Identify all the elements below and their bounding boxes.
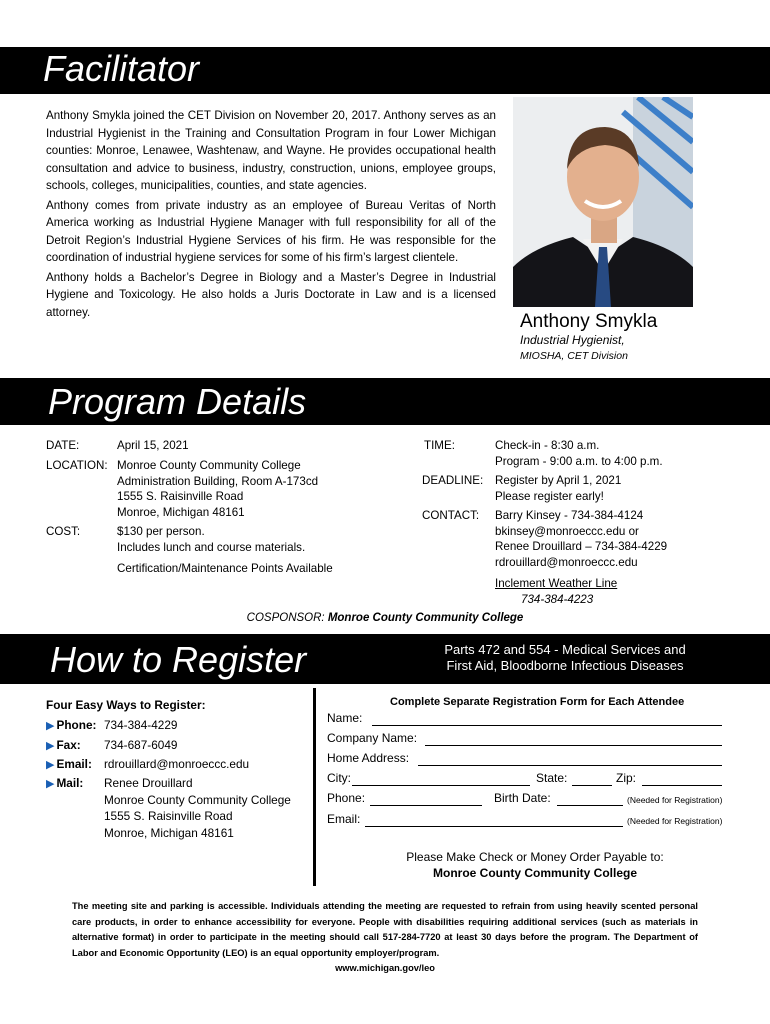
cost-line: $130 per person. <box>117 525 205 538</box>
course-title-line: First Aid, Bloodborne Infectious Diseases <box>446 658 684 673</box>
way-fax-label: ▶ Fax: <box>46 738 81 752</box>
payable-line: Please Make Check or Money Order Payable to: <box>406 850 664 864</box>
section-divider <box>313 688 316 886</box>
way-fax-value: 734-687-6049 <box>104 738 178 752</box>
date-label: DATE: <box>46 439 80 452</box>
contact-line: Renee Drouillard – 734-384-4229 <box>495 540 668 554</box>
mail-line: 1555 S. Raisinville Road <box>104 809 233 823</box>
address-field[interactable] <box>418 765 722 766</box>
facilitator-org: MIOSHA, CET Division <box>520 350 628 362</box>
payable-note <box>330 849 740 881</box>
deadline-label: DEADLINE: <box>422 474 484 487</box>
register-band <box>0 634 770 684</box>
cost-value <box>117 524 305 555</box>
time-label: TIME: <box>424 439 455 452</box>
way-email-value[interactable]: rdrouillard@monroeccc.edu <box>104 757 250 771</box>
facilitator-portrait-image <box>513 97 693 307</box>
contact-label: CONTACT: <box>422 509 480 522</box>
address-label: Home Address: <box>327 751 410 765</box>
certification-note: Certification/Maintenance Points Available <box>117 562 333 575</box>
location-line: Monroe County Community College <box>117 459 301 472</box>
contact-line: Barry Kinsey - 734-384-4124 <box>495 509 644 522</box>
arrow-right-icon: ▶ <box>46 740 55 752</box>
email-needed-note: (Needed for Registration) <box>627 816 723 826</box>
payable-org: Monroe County Community College <box>433 866 637 880</box>
contact-line: rdrouillard@monroeccc.edu <box>495 555 638 569</box>
bio-paragraph: Anthony Smykla joined the CET Division on November 20, 2017. Anthony serves as an Industrial Hygienist in the Training and Consultation Program in four Lower Michigan counties: Monroe, Lenawee, Washtenaw, and Wayne. He provides occupational health consultation and advice to business, industry, construction, unions, employee groups, schools, colleges, municipalities, counties, and state agencies. <box>46 109 496 192</box>
cosponsor <box>0 612 770 624</box>
facilitator-band <box>0 47 770 94</box>
form-heading: Complete Separate Registration Form for Each Attendee <box>390 696 685 708</box>
weather-line-label[interactable]: Inclement Weather Line <box>495 577 618 590</box>
state-label: State: <box>536 771 568 785</box>
arrow-right-icon: ▶ <box>46 759 55 771</box>
time-line: Program - 9:00 a.m. to 4:00 p.m. <box>495 454 663 468</box>
course-title-line: Parts 472 and 554 - Medical Services and <box>444 642 686 657</box>
mail-line: Renee Drouillard <box>104 776 193 790</box>
name-label: Name: <box>327 711 363 725</box>
company-field[interactable] <box>425 745 722 746</box>
city-label: City: <box>327 771 351 785</box>
phone-field[interactable] <box>370 805 482 806</box>
email-label: Email: <box>327 812 361 826</box>
way-phone-value[interactable]: 734-384-4229 <box>104 718 178 732</box>
facilitator-photo <box>513 97 693 307</box>
location-value <box>117 458 318 520</box>
name-field[interactable] <box>372 725 722 726</box>
way-email-label: ▶ Email: <box>46 757 92 771</box>
bio-paragraph: Anthony comes from private industry as an employee of Bureau Veritas of North America working as Industrial Hygiene Manager with full responsibility for all of the Detroit Region’s Industrial Hygiene Services of his firm. He was responsible for the coordination of industrial hygiene services for some of his firm’s largest clientele. <box>46 198 496 264</box>
weather-line-phone: 734-384-4223 <box>521 593 594 606</box>
cosponsor-value: Monroe County Community College <box>327 612 524 624</box>
contact-line: bkinsey@monroeccc.edu or <box>495 524 639 538</box>
birth-needed-note: (Needed for Registration) <box>627 795 723 805</box>
facilitator-name: Anthony Smykla <box>520 311 658 332</box>
arrow-right-icon: ▶ <box>46 720 55 732</box>
phone-label: Phone: <box>327 791 366 805</box>
email-field[interactable] <box>365 826 623 827</box>
deadline-line: Register by April 1, 2021 <box>495 474 622 487</box>
bio-paragraph: Anthony holds a Bachelor’s Degree in Biology and a Master’s Degree in Industrial Hygiene and Toxicology. He also holds a Juris Doctorate in Law and is a licensed attorney. <box>46 270 496 319</box>
city-field[interactable] <box>352 785 530 786</box>
mail-line: Monroe, Michigan 48161 <box>104 825 234 840</box>
mail-line: Monroe County Community College <box>104 792 291 807</box>
cost-label: COST: <box>46 525 81 538</box>
facilitator-bio <box>46 107 496 323</box>
accessibility-note: The meeting site and parking is accessible. Individuals attending the meeting are requested to refrain from using heavily scented personal care products, in order to enhance accessibility for everyone. People with disabilities requiring additional services (such as materials in alternative format) in order to participate in the meeting should call 517-284-7720 at least 30 days before the program. The Department of Labor and Economic Opportunity (LEO) is an equal opportunity employer/program. <box>72 901 698 958</box>
location-line: Monroe, Michigan 48161 <box>117 505 245 519</box>
state-field[interactable] <box>572 785 612 786</box>
birth-label: Birth Date: <box>494 791 551 805</box>
contact-value <box>495 508 667 570</box>
birth-field[interactable] <box>557 805 623 806</box>
facilitator-role: Industrial Hygienist, <box>520 333 625 347</box>
zip-field[interactable] <box>642 785 722 786</box>
way-phone-label: ▶ Phone: <box>46 718 97 732</box>
cosponsor-label: COSPONSOR: <box>246 612 325 624</box>
company-label: Company Name: <box>327 731 418 745</box>
facilitator-heading: Facilitator <box>43 48 200 89</box>
date-value: April 15, 2021 <box>117 439 189 452</box>
way-mail-value <box>104 775 291 841</box>
location-line: 1555 S. Raisinville Road <box>117 490 244 504</box>
location-line: Administration Building, Room A-173cd <box>117 474 319 488</box>
arrow-right-icon: ▶ <box>46 778 55 790</box>
time-value <box>495 438 663 469</box>
zip-label: Zip: <box>616 771 637 785</box>
program-heading: Program Details <box>48 381 307 422</box>
footer-url[interactable]: www.michigan.gov/leo <box>335 963 435 973</box>
ways-title: Four Easy Ways to Register: <box>46 698 206 712</box>
cost-line: Includes lunch and course materials. <box>117 540 306 554</box>
course-title <box>420 642 710 674</box>
deadline-value <box>495 473 621 504</box>
deadline-line: Please register early! <box>495 489 604 503</box>
register-heading: How to Register <box>50 639 307 680</box>
program-band <box>0 378 770 425</box>
way-mail-label: ▶ Mail: <box>46 776 84 790</box>
location-label: LOCATION: <box>46 459 108 472</box>
time-line: Check-in - 8:30 a.m. <box>495 439 600 452</box>
